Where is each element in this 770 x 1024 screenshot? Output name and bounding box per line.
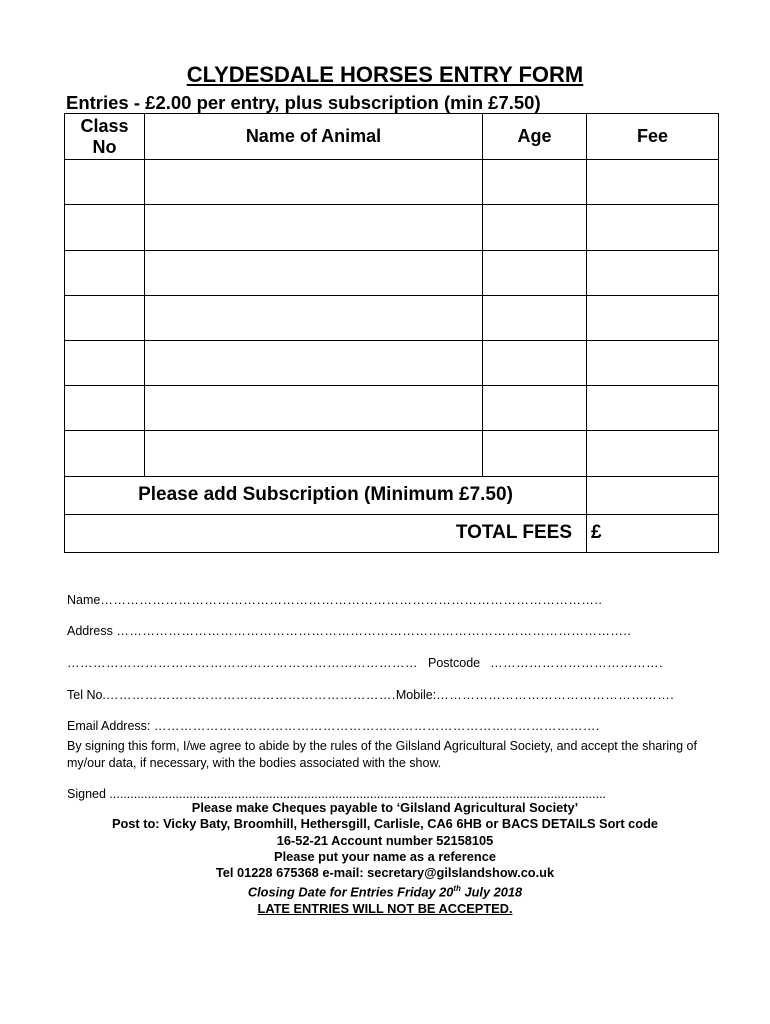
age-cell[interactable]	[483, 205, 587, 250]
address2-dots: ………………………………………………………………………	[67, 656, 422, 670]
total-fees-cell[interactable]: £	[587, 514, 719, 552]
bank-details-line: 16-52-21 Account number 52158105	[276, 832, 494, 848]
age-cell[interactable]	[483, 341, 587, 386]
animal-name-cell[interactable]	[145, 386, 483, 431]
class-no-cell[interactable]	[65, 250, 145, 295]
class-no-cell[interactable]	[65, 431, 145, 476]
table-row	[65, 341, 719, 386]
address-dots: ………………………………………………………………………………………………………..	[116, 624, 632, 638]
signed-dots: ...............................................................................................................................................	[105, 787, 607, 801]
fee-cell[interactable]	[587, 386, 719, 431]
subscription-fee-cell[interactable]	[587, 476, 719, 514]
class-no-cell[interactable]	[65, 160, 145, 205]
address-label: Address	[67, 624, 117, 638]
class-no-header	[65, 114, 145, 160]
animal-name-cell[interactable]	[145, 205, 483, 250]
class-no-cell[interactable]	[65, 341, 145, 386]
fee-cell[interactable]	[587, 160, 719, 205]
tel-label: Tel No.	[67, 688, 106, 702]
email-line[interactable]	[67, 719, 600, 733]
postcode-label: Postcode	[427, 656, 481, 670]
email-label: Email Address:	[67, 719, 154, 733]
signed-line[interactable]	[67, 787, 606, 801]
tel-dots: ………………………………………………………….	[105, 688, 396, 702]
tel-mobile-line[interactable]	[67, 688, 674, 702]
fee-cell[interactable]	[587, 341, 719, 386]
age-cell[interactable]	[483, 250, 587, 295]
mobile-label: Mobile:	[395, 688, 437, 702]
age-cell[interactable]	[483, 386, 587, 431]
table-row	[65, 431, 719, 476]
closing-date-prefix: Closing Date for Entries Friday 20	[247, 884, 454, 900]
class-no-cell[interactable]	[65, 295, 145, 340]
mobile-dots: ……………………………………………….	[436, 688, 675, 702]
total-row	[65, 514, 719, 552]
form-title: CLYDESDALE HORSES ENTRY FORM	[186, 62, 584, 87]
reference-line: Please put your name as a reference	[274, 848, 496, 864]
table-row	[65, 160, 719, 205]
name-label: Name	[67, 593, 101, 607]
subscription-label: Please add Subscription (Minimum £7.50)	[65, 476, 587, 514]
table-row	[65, 295, 719, 340]
address-postcode-line[interactable]	[67, 656, 663, 670]
age-cell[interactable]	[483, 160, 587, 205]
fee-cell[interactable]	[587, 295, 719, 340]
entries-table	[64, 113, 719, 553]
age-cell[interactable]	[483, 295, 587, 340]
animal-name-cell[interactable]	[145, 160, 483, 205]
signed-label: Signed	[67, 787, 106, 801]
late-entries-line: LATE ENTRIES WILL NOT BE ACCEPTED.	[257, 901, 513, 917]
contact-line: Tel 01228 675368 e-mail: secretary@gilslandshow.co.uk	[215, 865, 555, 881]
postcode-dots: ………………………………….	[486, 656, 664, 670]
animal-name-cell[interactable]	[145, 250, 483, 295]
post-to-line: Post to: Vicky Baty, Broomhill, Hethersgill, Carlisle, CA6 6HB or BACS DETAILS Sort code	[111, 816, 659, 832]
total-fees-label: TOTAL FEES	[65, 514, 587, 552]
footer-instructions	[0, 800, 770, 917]
fee-cell[interactable]	[587, 431, 719, 476]
name-dots: ……………………………………………………………………………………………………..	[100, 593, 603, 607]
name-line[interactable]	[67, 593, 602, 607]
fee-cell[interactable]	[587, 205, 719, 250]
class-no-cell[interactable]	[65, 205, 145, 250]
animal-name-cell[interactable]	[145, 295, 483, 340]
animal-name-cell[interactable]	[145, 431, 483, 476]
fee-cell[interactable]	[587, 250, 719, 295]
animal-name-cell[interactable]	[145, 341, 483, 386]
cheques-line: Please make Cheques payable to ‘Gilsland Agricultural Society’	[191, 800, 579, 815]
class-no-header-line2: No	[92, 136, 117, 157]
closing-date-line	[0, 881, 770, 901]
name-of-animal-header: Name of Animal	[145, 114, 483, 160]
table-row	[65, 386, 719, 431]
agreement-text: By signing this form, I/we agree to abide by the rules of the Gilsland Agricultural Society, and accept the sharing of my/our data, if necessary, with the bodies associated with the show.	[67, 739, 697, 770]
closing-date-suffix: July 2018	[460, 884, 523, 900]
age-cell[interactable]	[483, 431, 587, 476]
entry-fee-subtitle: Entries - £2.00 per entry, plus subscription (min £7.50)	[66, 92, 541, 113]
address-line[interactable]	[67, 624, 631, 638]
table-row	[65, 205, 719, 250]
closing-date-sup: th	[453, 884, 461, 894]
subscription-row	[65, 476, 719, 514]
fee-header: Fee	[587, 114, 719, 160]
class-no-header-line1: Class	[80, 115, 129, 136]
table-row	[65, 250, 719, 295]
email-dots: ………………………………………………………………………………………….	[153, 719, 600, 733]
age-header: Age	[483, 114, 587, 160]
class-no-cell[interactable]	[65, 386, 145, 431]
table-header-row	[65, 114, 719, 160]
